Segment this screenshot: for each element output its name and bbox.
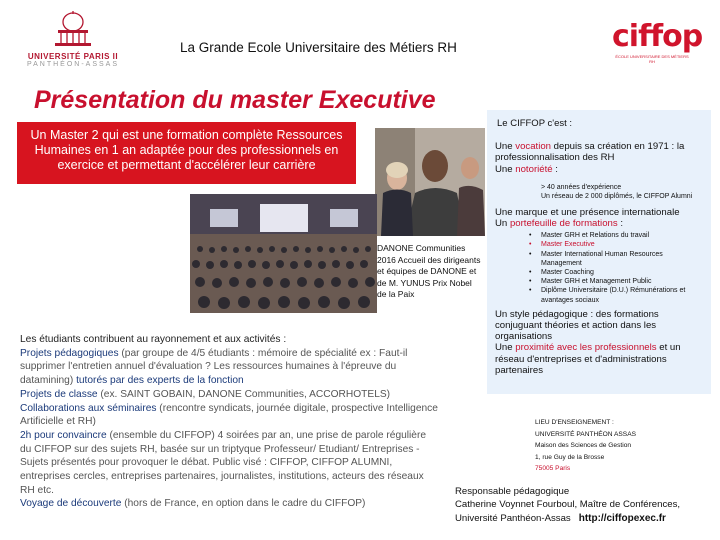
- university-logo-line2: PANTHÉON-ASSAS: [26, 61, 120, 68]
- photo-caption: DANONE Communities 2016 Accueil des dirigeants et équipes de DANONE et de M. YUNUS Prix Nobel de la Paix: [377, 243, 481, 299]
- text: Une: [495, 342, 516, 354]
- activity-desc: (ex. SAINT GOBAIN, DANONE Communities, ACCORHOTELS): [97, 388, 391, 400]
- formation-item: • Master Coaching: [529, 268, 705, 277]
- activity-projets-classe: [20, 388, 440, 402]
- detail-line: Un réseau de 2 000 diplômés, le CIFFOP Alumni: [541, 192, 693, 200]
- activity-title: 2h pour convaincre: [20, 429, 107, 441]
- formations-list: [529, 231, 705, 305]
- yunus-photo: [375, 128, 485, 236]
- ciffop-panel: [487, 110, 711, 394]
- panel-portefeuille: [495, 218, 705, 229]
- text: depuis sa création en 1971 : la professionnalisation des RH: [495, 141, 685, 164]
- formation-item: • Master Executive: [529, 240, 705, 249]
- intro-box: [17, 122, 356, 184]
- location-line: UNIVERSITÉ PANTHÉON ASSAS: [535, 430, 637, 438]
- students-activities: [20, 333, 440, 511]
- formation-item: • Master GRH et Management Public: [529, 277, 705, 286]
- panel-marque: Une marque et une présence internationale: [495, 206, 680, 218]
- ciffop-logo-tagline: ÉCOLE UNIVERSITAIRE DES MÉTIERS RH: [615, 54, 689, 64]
- panel-vocation: [495, 141, 705, 163]
- highlight: vocation: [515, 141, 551, 153]
- conference-photo: [190, 194, 377, 313]
- activity-title: Projets de classe: [20, 388, 98, 400]
- contact-name: Catherine Voynnet Fourboul, Maître de Conférences,: [455, 499, 681, 511]
- panel-notoriete: [495, 164, 705, 175]
- activity-desc: (hors de France, en option dans le cadre du CIFFOP): [121, 498, 366, 510]
- panel-heading: Le CIFFOP c'est :: [497, 118, 573, 129]
- detail-line: > 40 années d'expérience: [541, 183, 622, 191]
- contact-affiliation: [455, 512, 705, 525]
- location-block: [535, 417, 665, 475]
- contact-university: Université Panthéon-Assas: [455, 512, 571, 524]
- activity-voyage: [20, 497, 440, 511]
- activity-title: Collaborations aux séminaires: [20, 402, 157, 414]
- activity-2h-convaincre: [20, 429, 440, 498]
- panel-style: Un style pédagogique : des formations conjuguant théories et action dans les organisations: [495, 308, 659, 343]
- university-logo-line1: UNIVERSITÉ PARIS II: [27, 52, 119, 61]
- activity-desc: (rencontre syndicats, journée digitale, prospective Intelligence Artificielle et RH): [20, 402, 438, 428]
- page-title: Présentation du master Executive: [34, 86, 436, 114]
- intro-text: Un Master 2 qui est une formation complète Ressources Humaines en 1 an adaptée pour des professionnels en exercice et permettant d'accélérer leur carrière: [30, 128, 343, 172]
- activities-intro: Les étudiants contribuent au rayonnement et aux activités :: [20, 334, 287, 345]
- panel-proximite: [495, 342, 705, 376]
- text: Une: [495, 163, 516, 175]
- pantheon-icon: [50, 10, 96, 50]
- location-line: Maison des Sciences de Gestion: [535, 442, 632, 449]
- formation-item: • Diplôme Universitaire (D.U.) Rémunérations et avantages sociaux: [529, 286, 705, 304]
- text: Une: [495, 141, 516, 153]
- activity-desc: (ensemble du CIFFOP) 4 soirées par an, une prise de parole régulière du CIFFOP sur des sujets RH, basée sur un triptyque Professeur/ Etudiant/ Entreprises - Sujets présentés pour provoquer le débat. Public visé : CIFFOP, CIFFOP ALUMNI, entreprises cercles, entreprises partenaires, journalistes, institutions, acteurs des réseaux RH etc.: [20, 429, 427, 496]
- text: :: [617, 218, 624, 230]
- highlight: proximité avec les professionnels: [515, 342, 657, 354]
- text: :: [552, 163, 558, 175]
- ciffop-logo-brand: ciffop: [612, 19, 703, 54]
- formation-item: • Master GRH et Relations du travail: [529, 231, 705, 240]
- highlight: notoriété: [515, 163, 553, 175]
- website-link[interactable]: http://ciffopexec.fr: [578, 512, 666, 524]
- activity-desc: (par groupe de 4/5 étudiants : mémoire de spécialité ex : Faut-il supprimer l'entretien annuel d'évaluation ? Les ressources humaines à l'épreuve du datamining): [20, 347, 408, 387]
- header-title: La Grande Ecole Universitaire des Métiers RH: [180, 40, 457, 55]
- text: Un: [495, 218, 510, 230]
- location-line: 1, rue Guy de la Brosse: [535, 453, 605, 461]
- university-logo: [18, 10, 128, 78]
- highlight: portefeuille de formations: [509, 218, 618, 230]
- activity-title-2: tutorés par des experts de la fonction: [76, 375, 244, 387]
- activity-seminaires: [20, 402, 440, 429]
- text: et un réseau d'entreprises et d'administrations partenaires: [495, 342, 681, 376]
- activity-title: Projets pédagogiques: [20, 347, 119, 359]
- panel-notoriete-details: [541, 183, 705, 201]
- activity-projets-pedagogiques: [20, 347, 440, 388]
- ciffop-logo: [612, 19, 703, 72]
- location-line: 75005 Paris: [535, 465, 571, 472]
- contact-role: Responsable pédagogique: [455, 486, 570, 497]
- contact-block: [455, 485, 705, 525]
- formation-item: • Master International Human Resources Management: [529, 250, 705, 268]
- location-line: LIEU D'ENSEIGNEMENT :: [535, 419, 614, 426]
- activity-title: Voyage de découverte: [20, 498, 122, 510]
